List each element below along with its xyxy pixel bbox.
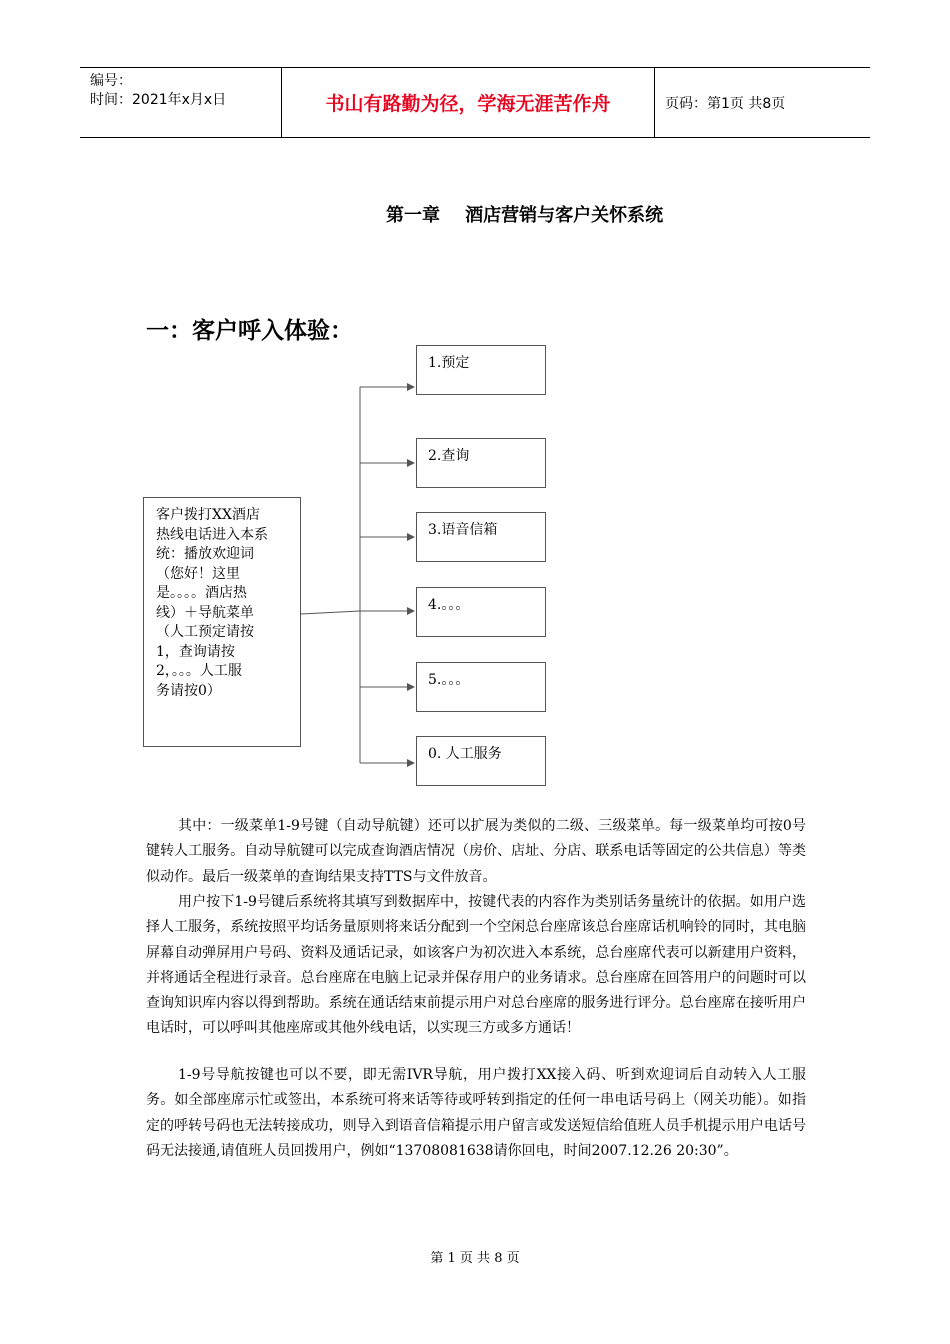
customer-call-box	[143, 497, 301, 747]
call-box-line: 统：播放欢迎词	[156, 546, 254, 562]
menu-box-reserve: 1.预定	[416, 345, 546, 395]
call-box-line: 1，查询请按	[156, 643, 235, 660]
chapter-title: 第一章 酒店营销与客户关怀系统	[386, 205, 664, 226]
call-box-line: 线）＋导航菜单	[156, 604, 254, 621]
page-footer: 第 1 页 共 8 页	[430, 1251, 520, 1266]
call-box-line: 客户拨打XX酒店	[156, 507, 260, 523]
call-box-line: 2，。。。人工服	[156, 663, 242, 679]
call-box-line: （人工预定请按	[156, 624, 254, 640]
menu-box-voicemail: 3.语音信箱	[416, 512, 546, 562]
paragraph-1: 其中：一级菜单1-9号键（自动导航键）还可以扩展为类似的二级、三级菜单。每一级菜单均可按0号键转人工服务。自动导航键可以完成查询酒店情况（房价、店址、分店、联系电话等固定的公共信息）等类似动作。最后一级菜单的查询结果支持TTS与文件放音。	[146, 818, 806, 885]
number-label: 编号：	[90, 73, 132, 89]
call-box-line: 是。。。。酒店热	[156, 585, 247, 601]
menu-box-4: 4.。。。	[416, 587, 546, 637]
paragraph-3: 1-9号导航按键也可以不要，即无需IVR导航，用户拨打XX接入码、听到欢迎词后自动转入人工服务。如全部座席示忙或签出，本系统可将来话等待或呼转到指定的任何一串电话号码上（网关功能）。如指定的呼转号码也无法转接成功，则导入到语音信箱提示用户留言或发送短信给值班人员手机提示用户电话号码无法接通,请值班人员回拨用户，例如“13708081638请你回电，时间2007.12.26 20:30”。	[146, 1067, 806, 1159]
menu-box-5: 5.。。。	[416, 662, 546, 712]
menu-box-query: 2.查询	[416, 438, 546, 488]
section-title: 一：客户呼入体验：	[146, 318, 353, 344]
header-page-info: 页码：第1页 共8页	[665, 95, 786, 112]
time-label: 时间：2021年x月x日	[90, 92, 227, 108]
call-box-line: 务请按0）	[156, 682, 221, 699]
paragraph-2: 用户按下1-9号键后系统将其填写到数据库中，按键代表的内容作为类别话务量统计的依据。如用户选择人工服务，系统按照平均话务量原则将来话分配到一个空闲总台座席该总台座席话机响铃的同时，其电脑屏幕自动弹屏用户号码、资料及通话记录，如该客户为初次进入本系统，总台座席代表可以新建用户资料，并将通话全程进行录音。总台座席在电脑上记录并保存用户的业务请求。总台座席在回答用户的问题时可以查询知识库内容以得到帮助。系统在通话结束前提示用户对总台座席的服务进行评分。总台座席在接听用户电话时，可以呼叫其他座席或其他外线电话，以实现三方或多方通话！	[146, 894, 806, 1037]
call-box-line: 热线电话进入本系	[156, 526, 268, 543]
call-box-line: （您好！这里	[156, 565, 240, 582]
menu-box-manual-service: 0. 人工服务	[416, 736, 546, 786]
header-motto: 书山有路勤为径，学海无涯苦作舟	[282, 68, 655, 137]
